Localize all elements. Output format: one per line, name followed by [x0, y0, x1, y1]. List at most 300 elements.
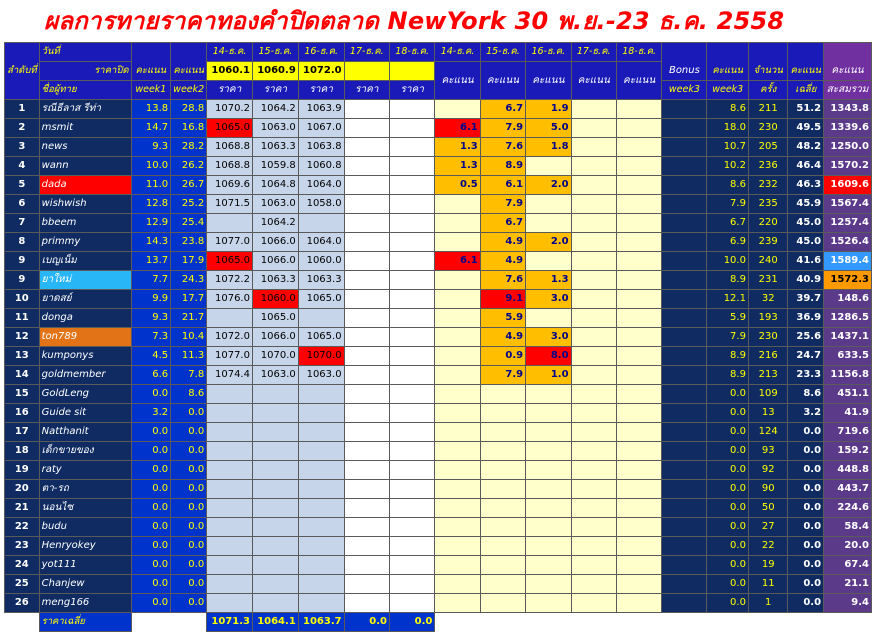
member-name: ton789 — [39, 328, 131, 347]
price-guess: 1068.8 — [207, 138, 253, 157]
table-row — [5, 233, 872, 252]
week2-score: 28.2 — [171, 138, 207, 157]
price-guess: 1063.3 — [252, 271, 298, 290]
table-row — [5, 195, 872, 214]
day-score — [571, 556, 616, 575]
table-row — [5, 461, 872, 480]
price-guess — [344, 404, 389, 423]
day-score — [435, 271, 480, 290]
close-value-2: 1072.0 — [298, 62, 344, 81]
price-guess — [344, 556, 389, 575]
count-header: จำนวน — [748, 43, 788, 81]
day-score — [480, 423, 525, 442]
close-value-3 — [344, 62, 389, 81]
guess-count: 90 — [748, 480, 788, 499]
price-guess: 1059.8 — [252, 157, 298, 176]
price-guess — [344, 252, 389, 271]
price-guess — [389, 176, 434, 195]
bonus-value — [662, 214, 707, 233]
price-guess — [389, 442, 434, 461]
day-score — [480, 556, 525, 575]
day-score — [526, 385, 571, 404]
cum-score-header: คะแนน — [824, 43, 872, 81]
member-name: yot111 — [39, 556, 131, 575]
day-score — [571, 195, 616, 214]
day-score — [616, 309, 661, 328]
week3-score: 0.0 — [707, 575, 748, 594]
cumulative-score: 1570.2 — [824, 157, 872, 176]
day-score — [526, 214, 571, 233]
day-score: 1.3 — [435, 138, 480, 157]
day-score — [526, 518, 571, 537]
price-guess: 1070.0 — [298, 347, 344, 366]
price-guess — [389, 195, 434, 214]
week3-score: 0.0 — [707, 423, 748, 442]
cumulative-score: 448.8 — [824, 461, 872, 480]
cumulative-score: 41.9 — [824, 404, 872, 423]
day-score: 4.9 — [480, 233, 525, 252]
rank-cell: 8 — [5, 233, 40, 252]
day-score — [571, 423, 616, 442]
bonus-value — [662, 195, 707, 214]
bonus-value — [662, 290, 707, 309]
bonus-value — [662, 461, 707, 480]
price-guess — [252, 404, 298, 423]
table-row — [5, 385, 872, 404]
price-guess: 1058.0 — [298, 195, 344, 214]
price-guess: 1065.0 — [298, 328, 344, 347]
cumulative-score: 1609.6 — [824, 176, 872, 195]
cumulative-score: 224.6 — [824, 499, 872, 518]
rank-cell: 20 — [5, 480, 40, 499]
guess-count: 124 — [748, 423, 788, 442]
price-guess — [207, 214, 253, 233]
bonus-value — [662, 575, 707, 594]
avg-score: 45.9 — [788, 195, 824, 214]
price-guess — [207, 537, 253, 556]
week1-score: 7.3 — [131, 328, 171, 347]
day-score — [571, 347, 616, 366]
guess-count: 230 — [748, 328, 788, 347]
day-score — [526, 252, 571, 271]
price-guess — [252, 385, 298, 404]
footer-blank-2 — [131, 613, 171, 632]
day-score — [480, 575, 525, 594]
day-score — [526, 309, 571, 328]
day-score — [616, 195, 661, 214]
member-name: budu — [39, 518, 131, 537]
week1-score: 3.2 — [131, 404, 171, 423]
price-guess — [298, 214, 344, 233]
week3-score: 8.9 — [707, 347, 748, 366]
guess-count: 230 — [748, 119, 788, 138]
week3-score: 7.9 — [707, 195, 748, 214]
day-score — [435, 290, 480, 309]
table-row — [5, 328, 872, 347]
price-guess — [389, 233, 434, 252]
week1-score: 7.7 — [131, 271, 171, 290]
cumulative-score: 443.7 — [824, 480, 872, 499]
price-guess: 1066.0 — [252, 328, 298, 347]
price-label-3: ราคา — [344, 81, 389, 100]
price-guess — [298, 518, 344, 537]
price-guess — [207, 594, 253, 613]
guess-count: 13 — [748, 404, 788, 423]
guess-count: 232 — [748, 176, 788, 195]
rank-cell: 2 — [5, 119, 40, 138]
guess-count: 240 — [748, 252, 788, 271]
price-guess — [389, 518, 434, 537]
bonus-value — [662, 252, 707, 271]
day-score — [571, 442, 616, 461]
day-score — [480, 480, 525, 499]
price-guess: 1063.0 — [252, 195, 298, 214]
day-score — [571, 575, 616, 594]
rank-cell: 18 — [5, 442, 40, 461]
cumulative-score: 451.1 — [824, 385, 872, 404]
week3-score: 0.0 — [707, 404, 748, 423]
week2-score: 24.3 — [171, 271, 207, 290]
price-guess — [344, 575, 389, 594]
price-guess: 1063.0 — [298, 366, 344, 385]
day-score — [616, 480, 661, 499]
avg-header: เฉลี่ย — [788, 81, 824, 100]
day-score — [435, 461, 480, 480]
guess-count: 22 — [748, 537, 788, 556]
bonus-value — [662, 385, 707, 404]
day-score — [571, 176, 616, 195]
price-guess — [344, 328, 389, 347]
week1-score: 0.0 — [131, 518, 171, 537]
week3-score: 8.9 — [707, 366, 748, 385]
price-guess: 1072.0 — [207, 328, 253, 347]
day-score: 6.7 — [480, 214, 525, 233]
price-guess — [298, 537, 344, 556]
day-score — [616, 366, 661, 385]
price-guess — [344, 119, 389, 138]
avg-score: 39.7 — [788, 290, 824, 309]
guess-count: 27 — [748, 518, 788, 537]
price-guess — [389, 271, 434, 290]
price-guess — [389, 328, 434, 347]
price-guess — [344, 271, 389, 290]
day-score: 9.1 — [480, 290, 525, 309]
day-score: 5.9 — [480, 309, 525, 328]
member-name: Henryokey — [39, 537, 131, 556]
week2-score: 0.0 — [171, 575, 207, 594]
price-guess — [389, 480, 434, 499]
rank-cell: 26 — [5, 594, 40, 613]
price-guess — [252, 537, 298, 556]
table-row — [5, 214, 872, 233]
day-score — [480, 594, 525, 613]
rank-cell: 14 — [5, 366, 40, 385]
table-row — [5, 366, 872, 385]
week1-score: 0.0 — [131, 556, 171, 575]
table-row — [5, 138, 872, 157]
day-score — [526, 423, 571, 442]
week1-score: 10.0 — [131, 157, 171, 176]
avg-price-row — [5, 613, 872, 632]
day-score: 6.1 — [435, 119, 480, 138]
week2-score: 10.4 — [171, 328, 207, 347]
member-name: bbeem — [39, 214, 131, 233]
day-score — [526, 195, 571, 214]
rank-cell: 23 — [5, 537, 40, 556]
avg-score: 51.2 — [788, 100, 824, 119]
price-guess — [389, 119, 434, 138]
table-row — [5, 119, 872, 138]
week2-score: 25.2 — [171, 195, 207, 214]
day-score — [435, 594, 480, 613]
week2-score: 0.0 — [171, 537, 207, 556]
price-guess — [344, 442, 389, 461]
week3-score: 0.0 — [707, 518, 748, 537]
member-name: wann — [39, 157, 131, 176]
footer-blank-3 — [171, 613, 207, 632]
rank-cell: 22 — [5, 518, 40, 537]
day-score — [616, 176, 661, 195]
week3-score: 18.0 — [707, 119, 748, 138]
day-score: 8.0 — [526, 347, 571, 366]
day-score — [571, 461, 616, 480]
week3-score: 8.6 — [707, 100, 748, 119]
day-score: 6.7 — [480, 100, 525, 119]
guess-count: 213 — [748, 366, 788, 385]
week3-score: 0.0 — [707, 385, 748, 404]
cumulative-header: สะสมรวม — [824, 81, 872, 100]
rank-cell: 3 — [5, 138, 40, 157]
day-score — [435, 195, 480, 214]
rank-cell: 6 — [5, 195, 40, 214]
week2-score: 0.0 — [171, 442, 207, 461]
day-score: 4.9 — [480, 252, 525, 271]
price-guess: 1064.0 — [298, 176, 344, 195]
score-date-header-1: 15-ธ.ค. — [480, 43, 525, 62]
rank-cell: 4 — [5, 157, 40, 176]
table-row — [5, 556, 872, 575]
week3-score: 0.0 — [707, 594, 748, 613]
week3-score: 6.7 — [707, 214, 748, 233]
week2-score: 11.3 — [171, 347, 207, 366]
day-score: 1.3 — [526, 271, 571, 290]
price-guess — [344, 233, 389, 252]
guess-count: 19 — [748, 556, 788, 575]
price-date-header-0: 14-ธ.ค. — [207, 43, 253, 62]
day-score — [435, 575, 480, 594]
avg-score: 0.0 — [788, 499, 824, 518]
day-score — [571, 499, 616, 518]
guess-count: 109 — [748, 385, 788, 404]
price-guess — [298, 556, 344, 575]
day-score — [435, 556, 480, 575]
price-guess: 1071.5 — [207, 195, 253, 214]
price-guess — [389, 366, 434, 385]
day-score — [435, 537, 480, 556]
rank-cell: 11 — [5, 309, 40, 328]
week2-score: 28.8 — [171, 100, 207, 119]
price-guess — [298, 404, 344, 423]
price-guess: 1063.0 — [252, 119, 298, 138]
price-guess — [389, 347, 434, 366]
day-score — [571, 404, 616, 423]
close-value-1: 1060.9 — [252, 62, 298, 81]
day-score — [435, 100, 480, 119]
price-guess — [389, 404, 434, 423]
member-name: goldmember — [39, 366, 131, 385]
day-score — [616, 518, 661, 537]
day-score — [616, 594, 661, 613]
price-guess: 1074.4 — [207, 366, 253, 385]
day-score — [526, 157, 571, 176]
table-row — [5, 537, 872, 556]
week3-header: week3 — [707, 81, 748, 100]
member-name: รณีธีลาส รีท่า — [39, 100, 131, 119]
avg-score: 49.5 — [788, 119, 824, 138]
close-value-0: 1060.1 — [207, 62, 253, 81]
bonus-value — [662, 537, 707, 556]
price-guess — [252, 499, 298, 518]
day-score — [571, 366, 616, 385]
price-guess: 1066.0 — [252, 233, 298, 252]
day-score — [480, 537, 525, 556]
week1-score: 0.0 — [131, 423, 171, 442]
day-score — [616, 537, 661, 556]
day-score: 1.3 — [435, 157, 480, 176]
cumulative-score: 1572.3 — [824, 271, 872, 290]
avg-price-value: 1063.7 — [298, 613, 344, 632]
avg-score: 45.0 — [788, 214, 824, 233]
week2-score: 26.2 — [171, 157, 207, 176]
bonus-value — [662, 442, 707, 461]
cumulative-score: 1589.4 — [824, 252, 872, 271]
price-guess — [389, 423, 434, 442]
day-score — [571, 138, 616, 157]
avg-score: 40.9 — [788, 271, 824, 290]
rank-cell: 13 — [5, 347, 40, 366]
week1-score: 13.7 — [131, 252, 171, 271]
price-guess: 1070.0 — [252, 347, 298, 366]
guess-count: 211 — [748, 100, 788, 119]
cumulative-score: 1257.4 — [824, 214, 872, 233]
guess-count: 239 — [748, 233, 788, 252]
cumulative-score: 1286.5 — [824, 309, 872, 328]
footer-blank-1 — [5, 613, 40, 632]
week1-score: 11.0 — [131, 176, 171, 195]
week1-score: 0.0 — [131, 480, 171, 499]
price-guess — [252, 594, 298, 613]
day-score: 6.1 — [480, 176, 525, 195]
member-name: wishwish — [39, 195, 131, 214]
week1-score: 9.3 — [131, 309, 171, 328]
week3-score: 7.9 — [707, 328, 748, 347]
day-score: 6.1 — [435, 252, 480, 271]
bonus-value — [662, 594, 707, 613]
day-score — [571, 252, 616, 271]
guess-count: 11 — [748, 575, 788, 594]
guess-count: 231 — [748, 271, 788, 290]
day-score: 2.0 — [526, 176, 571, 195]
price-guess — [207, 499, 253, 518]
day-score — [571, 119, 616, 138]
price-guess: 1064.0 — [298, 233, 344, 252]
price-guess — [389, 309, 434, 328]
avg-score: 24.7 — [788, 347, 824, 366]
week3-score: 0.0 — [707, 480, 748, 499]
day-score — [616, 271, 661, 290]
price-guess: 1060.0 — [252, 290, 298, 309]
rank-cell: 17 — [5, 423, 40, 442]
price-guess — [344, 423, 389, 442]
day-score: 5.0 — [526, 119, 571, 138]
table-row — [5, 480, 872, 499]
day-score — [435, 328, 480, 347]
member-name: donga — [39, 309, 131, 328]
day-score — [571, 233, 616, 252]
cumulative-score: 159.2 — [824, 442, 872, 461]
bonus-value — [662, 347, 707, 366]
week2-score: 0.0 — [171, 594, 207, 613]
price-label-4: ราคา — [389, 81, 434, 100]
day-score — [435, 214, 480, 233]
day-score: 4.9 — [480, 328, 525, 347]
avg-score: 0.0 — [788, 537, 824, 556]
price-guess — [252, 556, 298, 575]
week1-score: 6.6 — [131, 366, 171, 385]
price-guess: 1065.0 — [298, 290, 344, 309]
avg-score: 0.0 — [788, 480, 824, 499]
day-score: 1.9 — [526, 100, 571, 119]
price-guess — [389, 385, 434, 404]
price-guess — [298, 461, 344, 480]
member-name: news — [39, 138, 131, 157]
week2-score: 23.8 — [171, 233, 207, 252]
price-guess — [344, 366, 389, 385]
member-name: Guide sit — [39, 404, 131, 423]
week1-score: 0.0 — [131, 385, 171, 404]
day-score — [435, 233, 480, 252]
price-guess — [298, 480, 344, 499]
week1-score: 14.3 — [131, 233, 171, 252]
guess-count: 235 — [748, 195, 788, 214]
price-guess: 1066.0 — [252, 252, 298, 271]
price-guess: 1060.0 — [298, 252, 344, 271]
day-score — [616, 556, 661, 575]
price-guess: 1063.0 — [252, 366, 298, 385]
rank-cell: 19 — [5, 461, 40, 480]
day-score — [571, 309, 616, 328]
day-score — [435, 366, 480, 385]
price-guess — [389, 556, 434, 575]
cumulative-score: 1567.4 — [824, 195, 872, 214]
rank-cell: 10 — [5, 290, 40, 309]
bonus-value — [662, 309, 707, 328]
price-label-0: ราคา — [207, 81, 253, 100]
avg-score-header: คะแนน — [788, 43, 824, 81]
price-guess — [344, 347, 389, 366]
price-label-2: ราคา — [298, 81, 344, 100]
day-score — [526, 575, 571, 594]
price-guess — [252, 575, 298, 594]
avg-score: 8.6 — [788, 385, 824, 404]
week2-score: 0.0 — [171, 461, 207, 480]
cumulative-score: 1339.6 — [824, 119, 872, 138]
price-guess: 1063.3 — [252, 138, 298, 157]
avg-score: 0.0 — [788, 594, 824, 613]
price-guess — [389, 461, 434, 480]
week3-score-header: คะแนน — [707, 43, 748, 81]
table-row — [5, 100, 872, 119]
